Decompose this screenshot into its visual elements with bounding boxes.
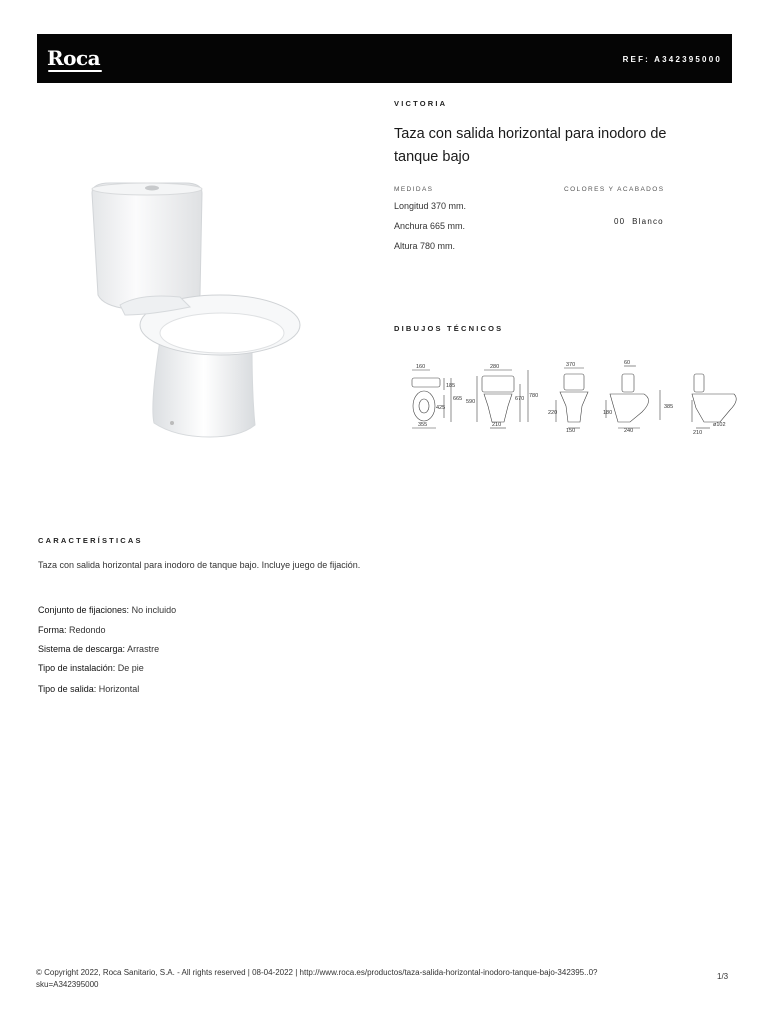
dim-label: 240 [624,428,634,434]
logo-underline [48,70,102,72]
drawing-section-view [603,360,673,434]
spec-label: Conjunto de fijaciones: [38,605,130,615]
spec-value: Arrastre [127,644,160,654]
spec-value: Horizontal [98,684,140,694]
dim-label: 160 [416,364,426,370]
header-bar [37,34,732,83]
dim-label: 385 [664,404,674,410]
spec-value: Redondo [69,625,106,635]
dim-label: 670 [515,396,525,402]
dim-label: 180 [603,410,613,416]
dim-label: 590 [466,399,476,405]
footer-copyright: © Copyright 2022, Roca Sanitario, S.A. - All rights reserved | 08-04-2022 | http://www.roca.es/productos/taza-salida-horizontal-inodoro-tanque-bajo-342395..0?sku=A342395000 [36,968,598,989]
roca-logo: Roca [47,46,101,70]
product-reference: REF: A342395000 [622,55,722,64]
spec-row [38,663,144,673]
product-image [80,175,310,465]
product-title: Taza con salida horizontal para inodoro de tanque bajo [394,126,667,165]
color-code: 00 [614,217,626,226]
drawing-side-section [692,374,736,436]
measure-length: Longitud 370 mm. [394,201,467,211]
features-description: Taza con salida horizontal para inodoro de tanque bajo. Incluye juego de fijación. [38,560,361,570]
measures-label: MEDIDAS [394,186,434,193]
dim-label: 150 [566,428,576,434]
spec-value: No incluido [131,605,177,615]
color-option [614,217,664,226]
spec-label: Tipo de salida: [38,684,97,694]
spec-row [38,625,106,635]
drawing-top-view [412,364,462,428]
colors-label: COLORES Y ACABADOS [564,186,665,193]
dim-label: 425 [436,405,446,411]
dim-label: 185 [446,383,456,389]
spec-row [38,605,176,615]
spec-value: De pie [117,663,144,673]
drawing-side-view [548,362,588,434]
spec-label: Sistema de descarga: [38,644,126,654]
spec-row [38,644,159,654]
dim-label: 280 [490,364,500,370]
dim-label: 780 [529,393,539,399]
color-name: Blanco [632,217,664,226]
dim-label: 665 [453,396,463,402]
measure-height: Altura 780 mm. [394,241,456,251]
spec-label: Forma: [38,625,67,635]
technical-drawings [404,360,744,440]
spec-label: Tipo de instalación: [38,663,116,673]
dim-label: ø102 [713,422,726,428]
measure-width: Anchura 665 mm. [394,221,466,231]
drawings-heading: DIBUJOS TÉCNICOS [394,324,504,333]
page-number: 1/3 [717,972,729,981]
features-heading: CARACTERÍSTICAS [38,536,143,545]
dim-label: 210 [693,430,703,436]
spec-row [38,684,139,694]
dim-label: 370 [566,362,576,368]
dim-label: 60 [624,360,631,366]
dim-label: 210 [492,422,502,428]
dim-label: 220 [548,410,558,416]
drawing-front-view [466,364,538,428]
collection-name: VICTORIA [394,99,448,108]
dim-label: 355 [418,422,428,428]
